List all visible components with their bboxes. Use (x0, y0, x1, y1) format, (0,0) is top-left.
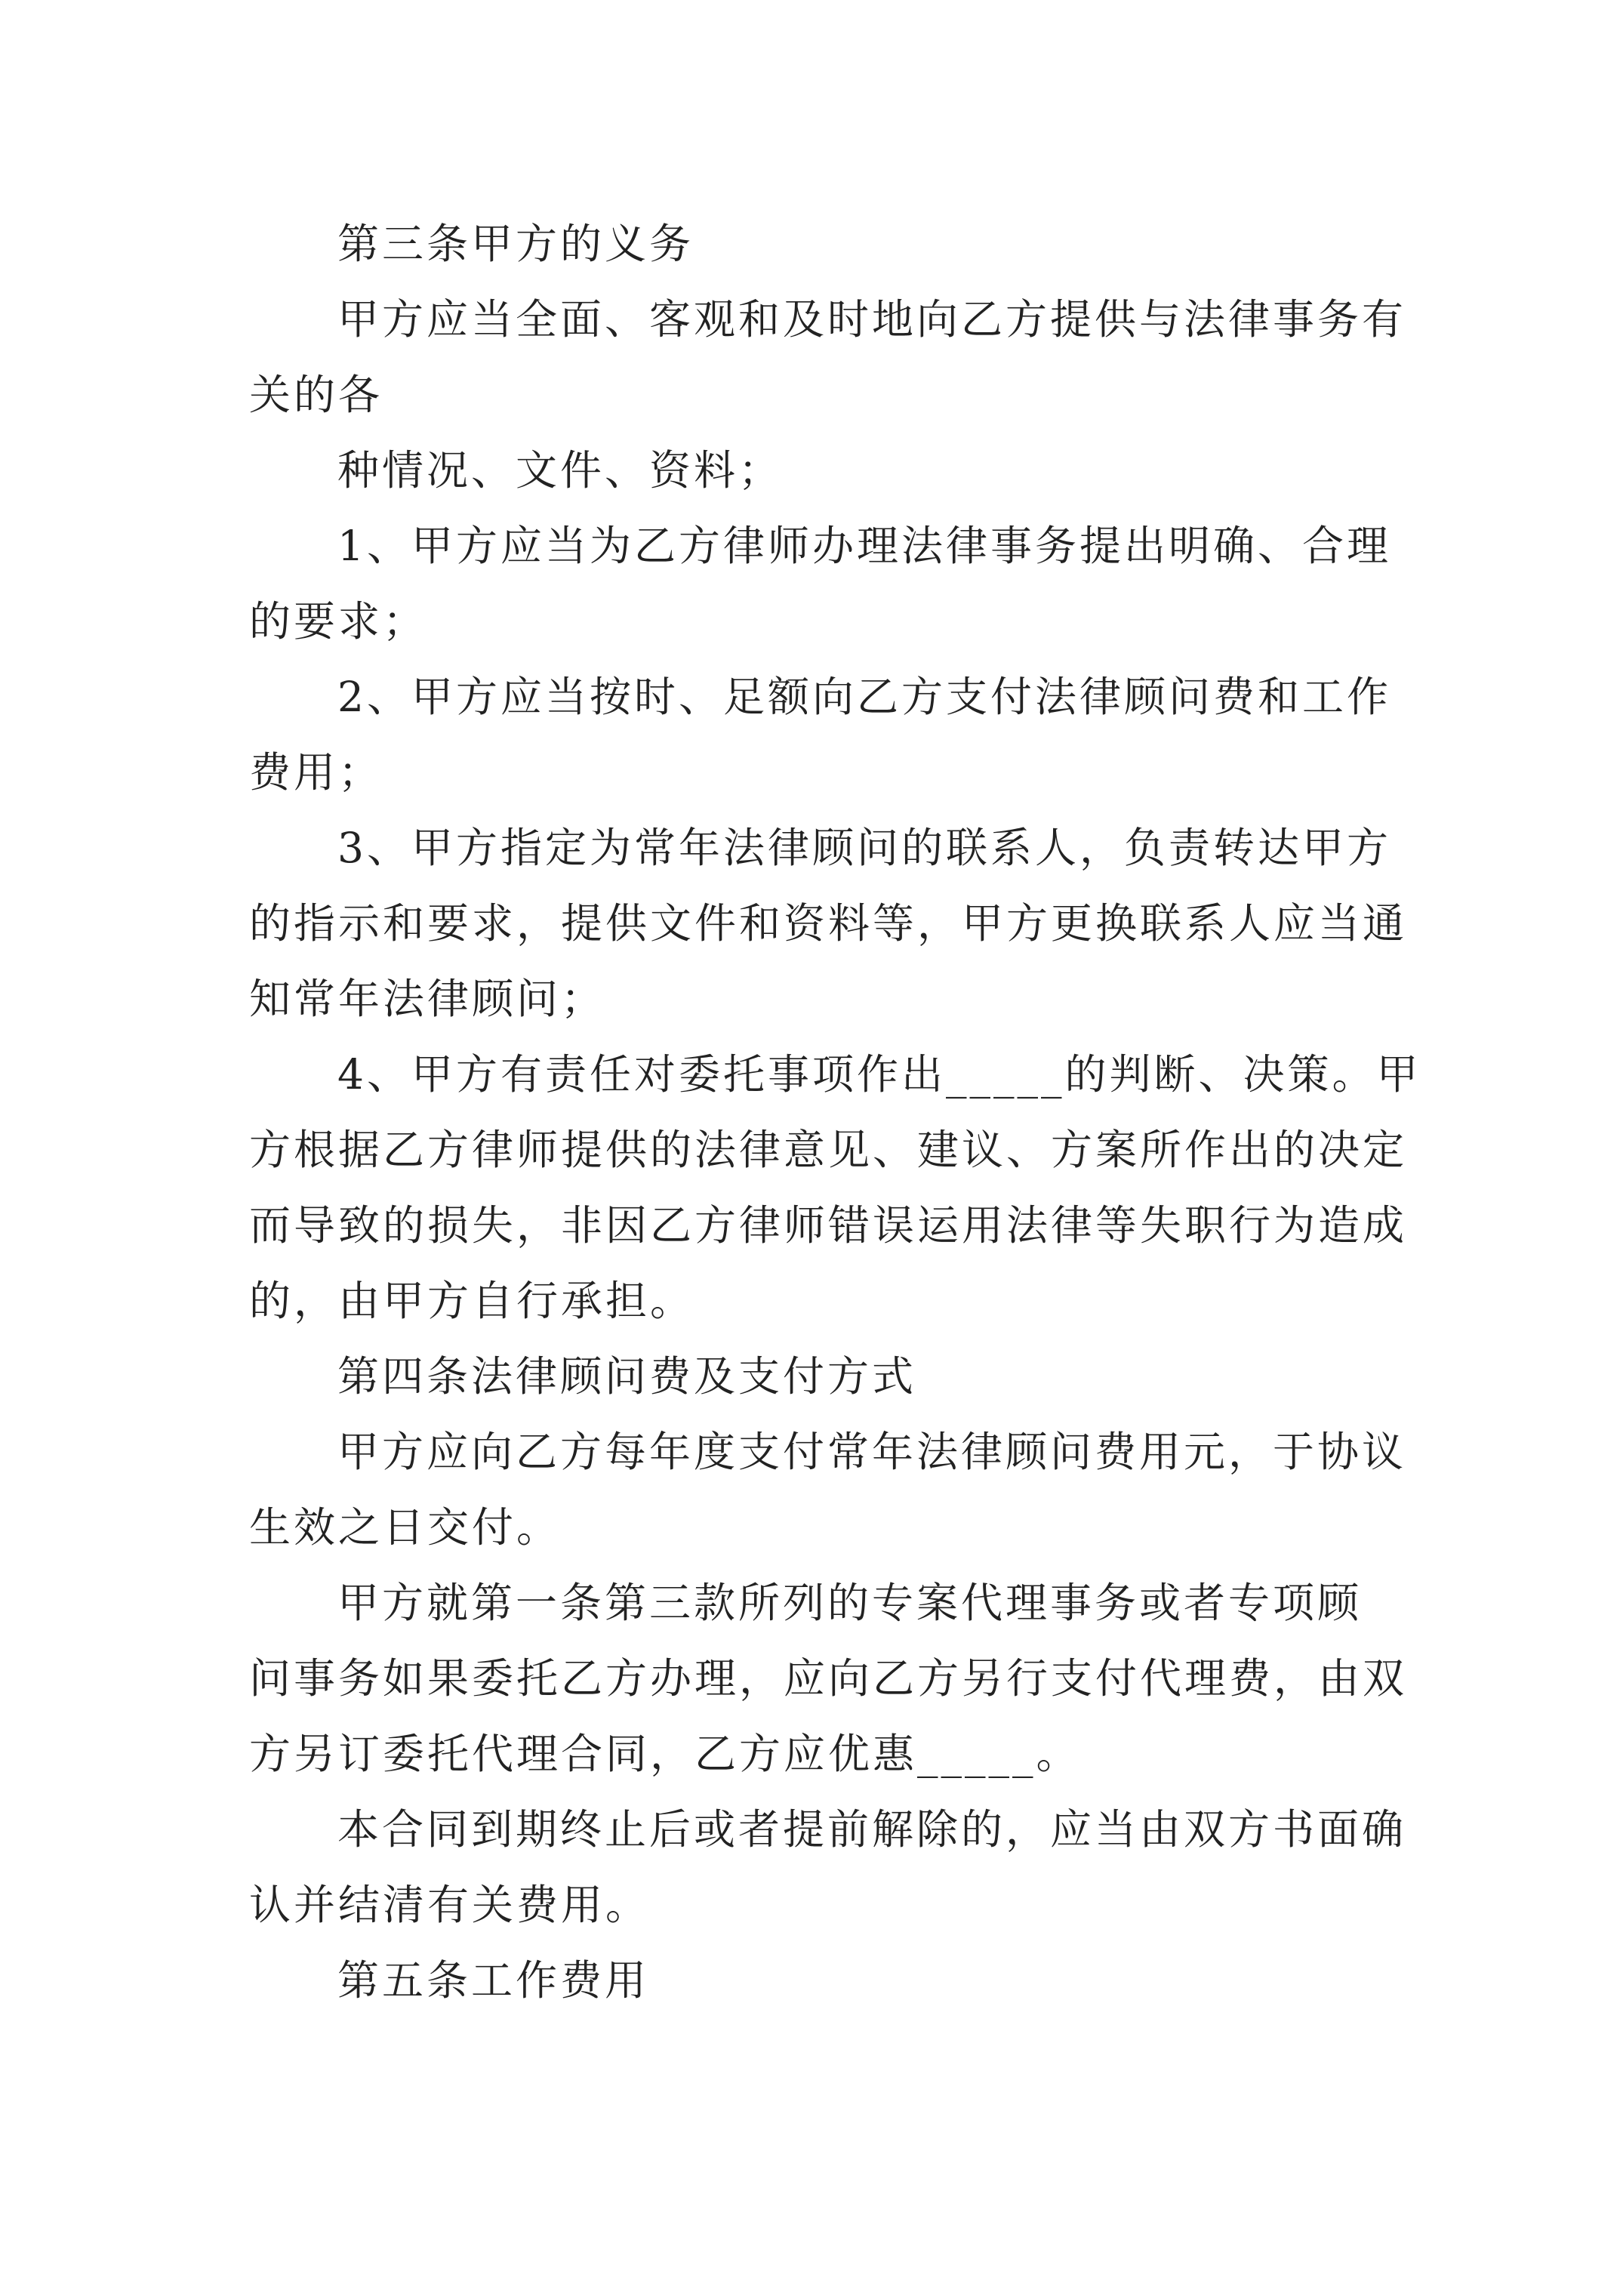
article-4-heading: 第四条法律顾问费及支付方式 (337, 1352, 917, 1401)
paragraph-line: 知常年法律顾问； (249, 975, 606, 1023)
list-item-2: 2、甲方应当按时、足额向乙方支付法律顾问费和工作 (337, 673, 1391, 721)
paragraph-line: 而导致的损失，非因乙方律师错误运用法律等失职行为造成 (249, 1201, 1408, 1250)
paragraph-line: 费用； (249, 748, 383, 797)
paragraph-line: 认并结清有关费用。 (249, 1881, 651, 1929)
paragraph-line: 方另订委托代理合同，乙方应优惠_____。 (249, 1730, 1081, 1778)
paragraph-line: 问事务如果委托乙方办理，应向乙方另行支付代理费，由双 (249, 1654, 1408, 1703)
list-item-4: 4、甲方有责任对委托事项作出_____的判断、决策。甲 (337, 1050, 1421, 1099)
paragraph-line: 关的各 (249, 371, 383, 419)
paragraph-line: 的要求； (249, 597, 428, 646)
paragraph-line: 种情况、文件、资料； (337, 446, 784, 495)
paragraph-line: 方根据乙方律师提供的法律意见、建议、方案所作出的决定 (249, 1126, 1408, 1174)
paragraph-line: 甲方应向乙方每年度支付常年法律顾问费用元，于协议 (337, 1428, 1407, 1476)
list-item-3: 3、甲方指定为常年法律顾问的联系人，负责转达甲方 (337, 824, 1391, 872)
paragraph-line: 生效之日交付。 (249, 1503, 562, 1552)
article-3-heading: 第三条甲方的义务 (337, 220, 694, 268)
paragraph-line: 的指示和要求，提供文件和资料等，甲方更换联系人应当通 (249, 899, 1408, 948)
paragraph-line: 本合同到期终止后或者提前解除的，应当由双方书面确 (337, 1805, 1407, 1854)
paragraph-line: 甲方应当全面、客观和及时地向乙方提供与法律事务有 (337, 295, 1407, 344)
paragraph-line: 的，由甲方自行承担。 (249, 1277, 695, 1325)
paragraph-line: 甲方就第一条第三款所列的专案代理事务或者专项顾 (337, 1579, 1363, 1627)
article-5-heading: 第五条工作费用 (337, 1956, 650, 2005)
list-item-1: 1、甲方应当为乙方律师办理法律事务提出明确、合理 (337, 522, 1391, 570)
